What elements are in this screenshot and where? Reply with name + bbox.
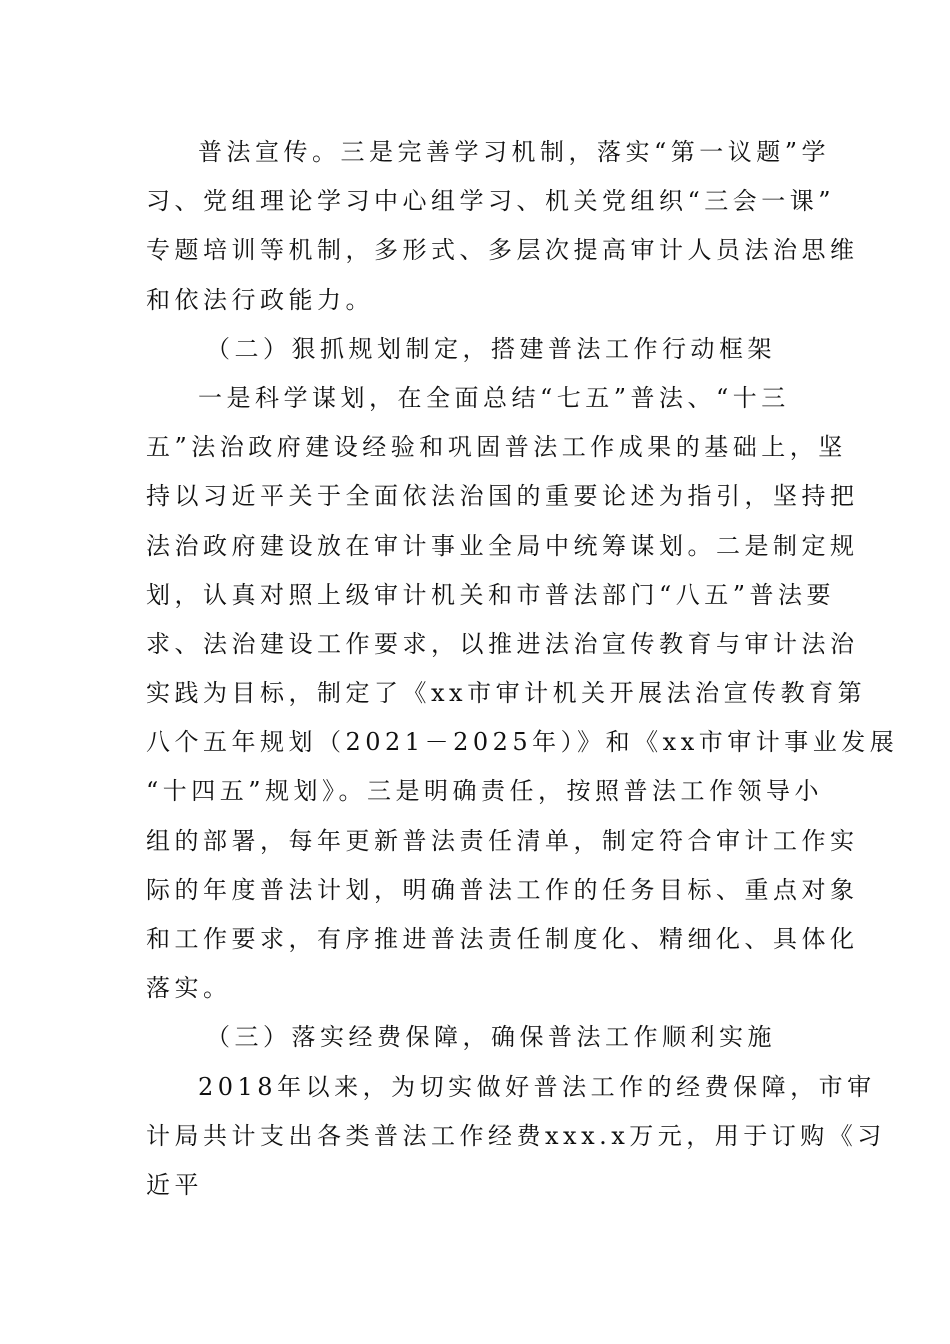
- text-line: 际的年度普法计划，明确普法工作的任务目标、重点对象: [146, 875, 859, 904]
- text-line: 和依法行政能力。: [146, 285, 374, 314]
- text-line: 普法宣传。三是完善学习机制，落实“第一议题”学: [198, 138, 831, 166]
- text-line: 专题培训等机制，多形式、多层次提高审计人员法治思维: [146, 236, 859, 265]
- text-line: 五”法治政府建设经验和巩固普法工作成果的基础上，坚: [146, 433, 847, 462]
- text-line: 2018年以来，为切实做好普法工作的经费保障，市审: [198, 1072, 876, 1101]
- text-line: 落实。: [146, 974, 232, 1003]
- text-line: 习、党组理论学习中心组学习、机关党组织“三会一课”: [146, 187, 836, 216]
- text-line: “十四五”规划》。三是明确责任，按照普法工作领导小: [146, 777, 824, 806]
- text-line: 划，认真对照上级审计机关和市普法部门“八五”普法要: [146, 580, 836, 609]
- text-line: 一是科学谋划，在全面总结“七五”普法、“十三: [198, 383, 790, 412]
- section-heading: （三）落实经费保障，确保普法工作顺利实施: [206, 1023, 776, 1052]
- text-line: 实践为目标，制定了《xx市审计机关开展法治宣传教育第: [146, 679, 867, 708]
- text-line: 近平: [146, 1170, 203, 1199]
- text-line: 计局共计支出各类普法工作经费xxx.x万元，用于订购《习: [146, 1121, 886, 1150]
- text-line: 八个五年规划（2021－2025年）》和《xx市审计事业发展: [146, 728, 899, 757]
- text-line: 持以习近平关于全面依法治国的重要论述为指引，坚持把: [146, 482, 859, 511]
- text-line: 法治政府建设放在审计事业全局中统筹谋划。二是制定规: [146, 531, 859, 560]
- text-line: 求、法治建设工作要求，以推进法治宣传教育与审计法治: [146, 629, 859, 658]
- document-body: [146, 128, 899, 1210]
- text-line: 和工作要求，有序推进普法责任制度化、精细化、具体化: [146, 925, 859, 953]
- section-heading: （二）狠抓规划制定，搭建普法工作行动框架: [206, 334, 776, 363]
- text-line: 组的部署，每年更新普法责任清单，制定符合审计工作实: [146, 826, 859, 855]
